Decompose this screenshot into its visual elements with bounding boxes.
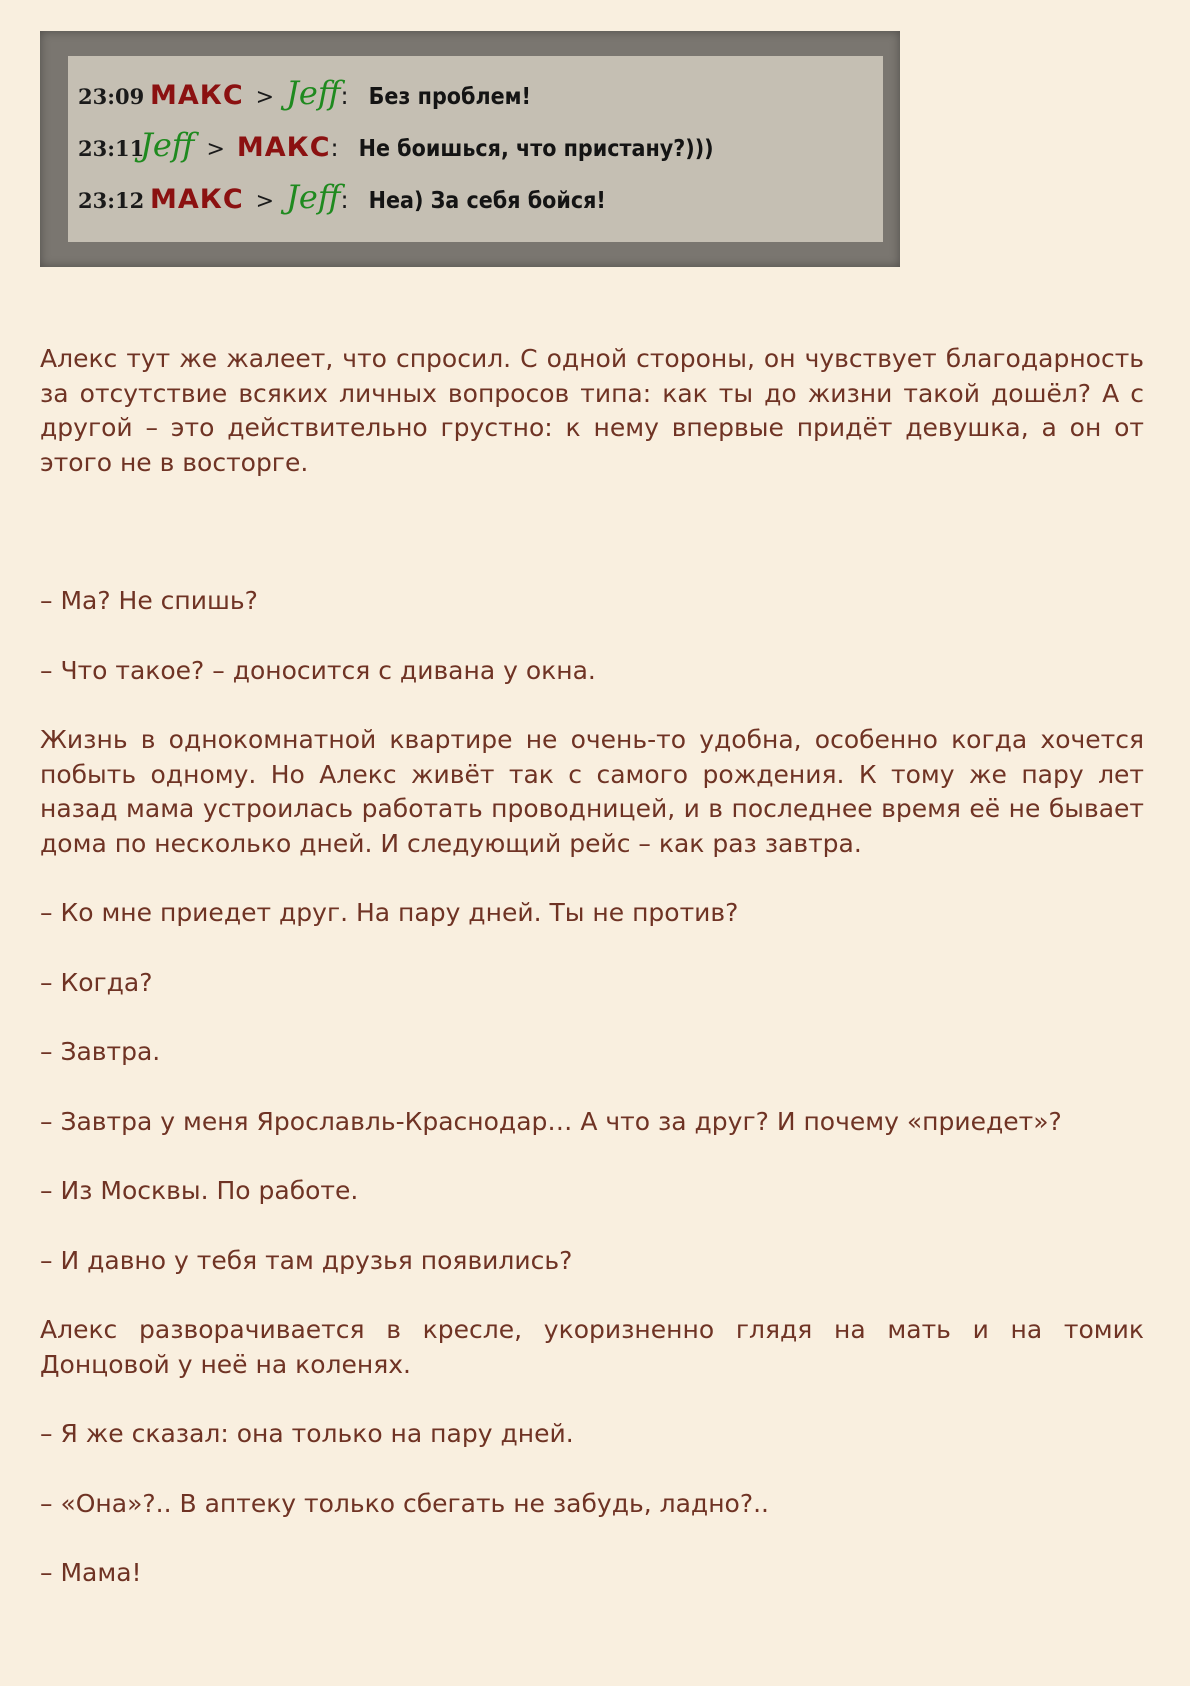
dialogue-line: – Ко мне приедет друг. На пару дней. Ты не против? bbox=[40, 898, 739, 927]
chat-arrow: > bbox=[255, 85, 275, 110]
chat-timestamp: 23:11 bbox=[78, 136, 145, 161]
chat-recipient-jeff: Jeff bbox=[286, 74, 341, 112]
dialogue-line: – «Она»?.. В аптеку только сбегать не забудь, ладно?.. bbox=[40, 1488, 769, 1518]
chat-arrow: > bbox=[255, 189, 275, 214]
narration-paragraph: Алекс разворачивается в кресле, укоризненно глядя на мать и на томик Донцовой у неё на коленях. bbox=[40, 1315, 1144, 1379]
chat-timestamp: 23:09 bbox=[78, 84, 145, 109]
chat-sender-max: МАКС bbox=[150, 80, 244, 111]
dialogue-line: – Когда? bbox=[40, 967, 153, 997]
dialogue-line: – Завтра у меня Ярославль-Краснодар… А что за друг? И почему «приедет»? bbox=[40, 1106, 1062, 1136]
chat-message: Неа) За себя бойся! bbox=[368, 188, 606, 214]
chat-colon: : bbox=[340, 82, 349, 110]
chat-line-2 bbox=[78, 126, 883, 178]
dialogue-line: – И давно у тебя там друзья появились? bbox=[40, 1245, 573, 1275]
chat-sender-jeff: Jeff bbox=[140, 126, 195, 164]
dialogue-line: – Завтра. bbox=[40, 1037, 161, 1066]
chat-timestamp: 23:12 bbox=[78, 188, 145, 213]
chat-recipient-jeff: Jeff bbox=[286, 178, 341, 216]
chat-message: Не боишься, что пристану?))) bbox=[358, 136, 714, 162]
chat-recipient-max: МАКС bbox=[236, 132, 331, 163]
chat-line-1 bbox=[78, 74, 883, 126]
dialogue-line: – Что такое? – доносится с дивана у окна. bbox=[40, 655, 596, 685]
dialogue-line: – Из Москвы. По работе. bbox=[40, 1176, 359, 1205]
chat-colon: : bbox=[330, 134, 339, 162]
chat-log-image bbox=[40, 31, 900, 267]
chat-colon: : bbox=[340, 186, 349, 214]
chat-sender-max: МАКС bbox=[150, 184, 244, 215]
chat-arrow: > bbox=[206, 137, 225, 162]
dialogue-line: – Ма? Не спишь? bbox=[40, 586, 258, 615]
chat-log-panel bbox=[68, 56, 883, 242]
narration-paragraph: Алекс тут же жалеет, что спросил. С одной стороны, он чувствует благодарность за отсутствие всяких личных вопросов типа: как ты до жизни такой дошёл? А с другой – это действительно грустно: к нему впервые придёт девушка, а он от этого не в восторге. bbox=[40, 344, 1144, 477]
story-text bbox=[40, 342, 1144, 1591]
dialogue-line: – Я же сказал: она только на пару дней. bbox=[40, 1419, 574, 1448]
chat-message: Без проблем! bbox=[368, 84, 531, 110]
chat-line-3 bbox=[78, 178, 883, 230]
narration-paragraph: Жизнь в однокомнатной квартире не очень-то удобна, особенно когда хочется побыть одному. Но Алекс живёт так с самого рождения. К тому же пару лет назад мама устроилась работать проводницей, и в последнее время её не бывает дома по несколько дней. И следующий рейс – как раз завтра. bbox=[40, 725, 1144, 858]
dialogue-line: – Мама! bbox=[40, 1558, 142, 1587]
